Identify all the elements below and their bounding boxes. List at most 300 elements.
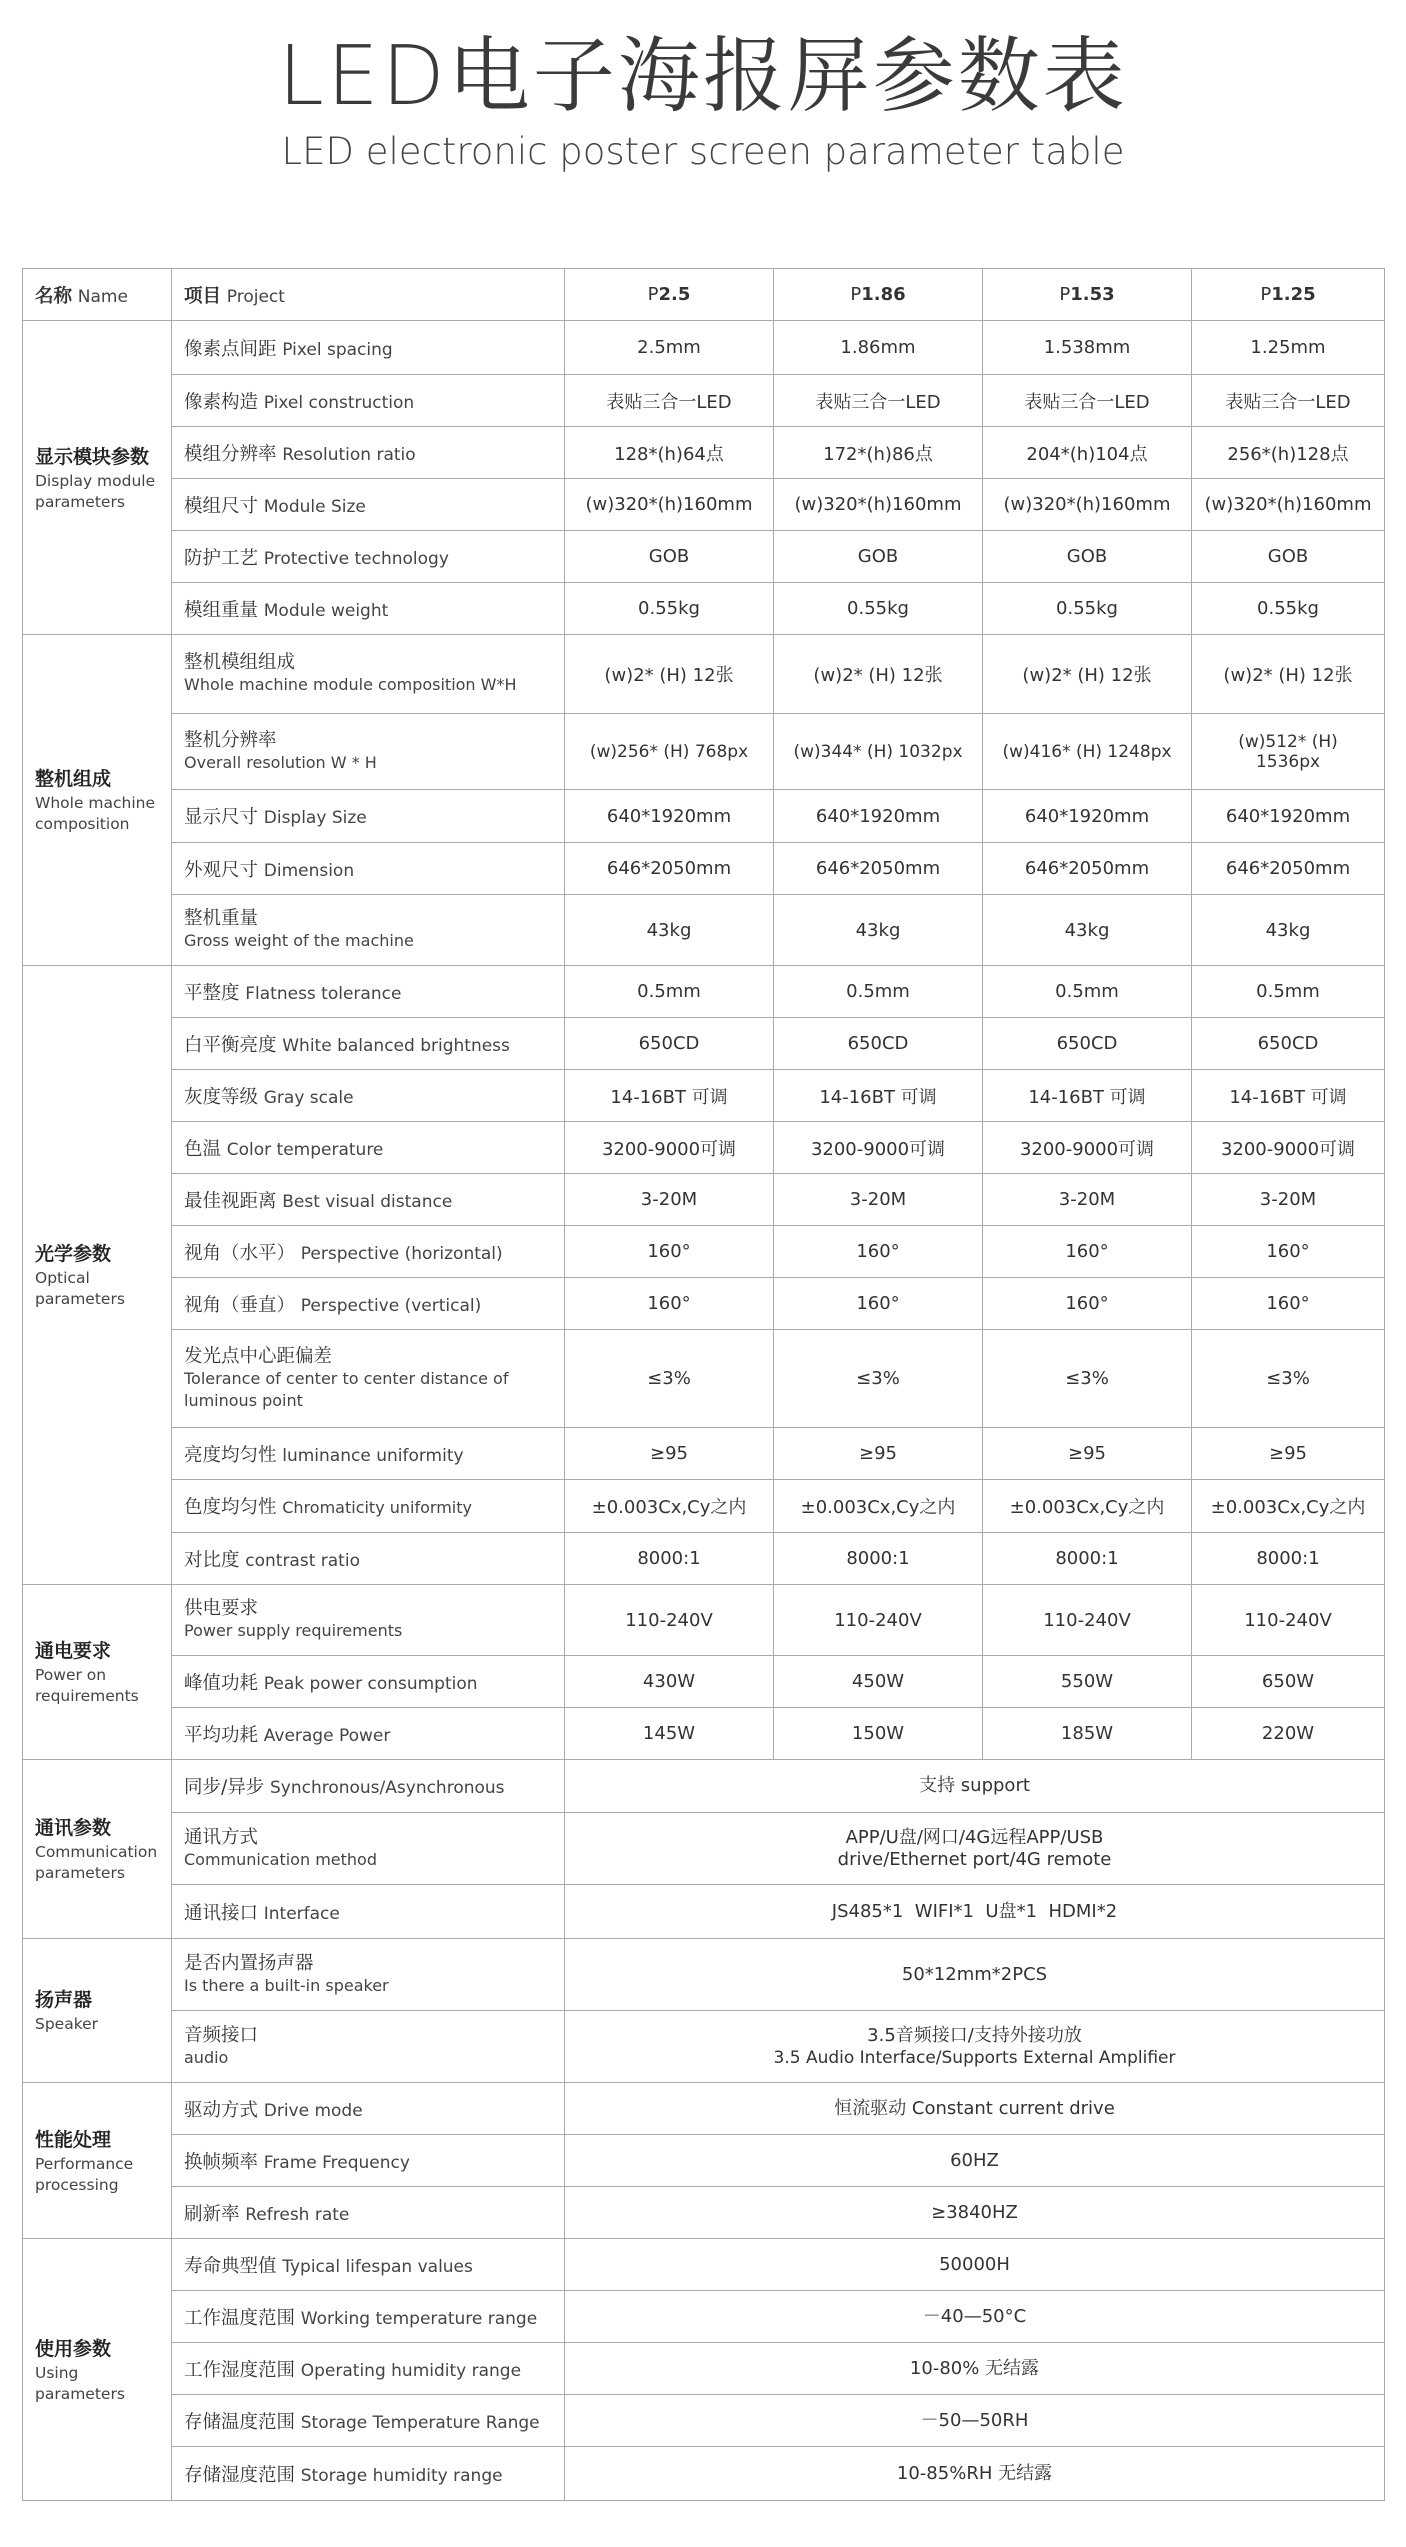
- value-cell: 640*1920mm: [983, 790, 1192, 843]
- table-row: [23, 2239, 1385, 2291]
- section-performance: [23, 2083, 172, 2239]
- model-prefix: P: [647, 284, 659, 305]
- label-zh: 通讯接口: [184, 1902, 259, 1924]
- value-cell: 14-16BT 可调: [983, 1070, 1192, 1122]
- value-cell: 3200-9000可调: [565, 1122, 774, 1174]
- row-label: [172, 966, 565, 1018]
- value-cell: 650CD: [774, 1018, 983, 1070]
- value-cell: 646*2050mm: [565, 843, 774, 895]
- value-cell: 150W: [774, 1708, 983, 1760]
- value-cell: GOB: [774, 531, 983, 583]
- merged-value: APP/U盘/网口/4G远程APP/USB: [845, 1826, 1104, 1848]
- merged-value-secondary: drive/Ethernet port/4G remote: [837, 1848, 1112, 1870]
- row-label: [172, 531, 565, 583]
- label-en: Perspective (horizontal): [300, 1243, 503, 1264]
- label-zh: 视角（水平）: [184, 1242, 296, 1264]
- value-cell: (w)2* (H) 12张: [1192, 635, 1385, 714]
- value-cell: (w)256* (H) 768px: [565, 714, 774, 790]
- label-zh: 外观尺寸: [184, 859, 259, 881]
- row-label: [172, 2395, 565, 2447]
- section-title-en: Whole machine composition: [35, 794, 156, 833]
- row-label: [172, 1226, 565, 1278]
- label-en: Operating humidity range: [300, 2360, 522, 2381]
- value-cell: 128*(h)64点: [565, 427, 774, 479]
- header-name-en: Name: [77, 286, 128, 307]
- value-cell: 0.5mm: [983, 966, 1192, 1018]
- value-cell: (w)344* (H) 1032px: [774, 714, 983, 790]
- label-zh: 整机重量: [184, 908, 259, 929]
- table-row: [23, 1760, 1385, 1813]
- row-label: [172, 1278, 565, 1330]
- value-cell: 110-240V: [774, 1585, 983, 1656]
- label-zh: 整机分辨率: [184, 729, 277, 751]
- section-optical: [23, 966, 172, 1585]
- label-en: Drive mode: [263, 2100, 363, 2121]
- table-row: [23, 2187, 1385, 2239]
- value-cell: 650W: [1192, 1656, 1385, 1708]
- table-row: [23, 1226, 1385, 1278]
- value-cell: 160°: [983, 1278, 1192, 1330]
- merged-value-cell: [565, 1939, 1385, 2011]
- section-title-zh: 整机组成: [35, 768, 112, 790]
- value-cell: 1.538mm: [983, 321, 1192, 375]
- table-row: [23, 531, 1385, 583]
- label-en: Storage humidity range: [300, 2465, 503, 2486]
- table-row: [23, 375, 1385, 427]
- merged-value-cell: [565, 1760, 1385, 1813]
- section-power: [23, 1585, 172, 1760]
- section-title-zh: 通讯参数: [35, 1817, 112, 1839]
- merged-value-cell: [565, 2011, 1385, 2083]
- merged-value-cell: [565, 2083, 1385, 2135]
- merged-value: 恒流驱动 Constant current drive: [834, 2097, 1115, 2119]
- section-title-en: Performance processing: [35, 2154, 134, 2194]
- row-label: [172, 1070, 565, 1122]
- row-label: [172, 1533, 565, 1585]
- value-cell: 646*2050mm: [774, 843, 983, 895]
- table-row: [23, 1428, 1385, 1480]
- label-zh: 灰度等级: [184, 1086, 259, 1108]
- merged-value-cell: [565, 2447, 1385, 2501]
- value-cell: 3-20M: [1192, 1174, 1385, 1226]
- value-cell: 0.55kg: [1192, 583, 1385, 635]
- value-cell: 0.55kg: [983, 583, 1192, 635]
- value-cell: ±0.003Cx,Cy之内: [983, 1480, 1192, 1533]
- row-label: [172, 843, 565, 895]
- label-en: Typical lifespan values: [282, 2256, 473, 2277]
- section-title-zh: 性能处理: [35, 2128, 112, 2151]
- row-label: [172, 1585, 565, 1656]
- merged-value: 50000H: [939, 2253, 1010, 2275]
- value-cell: 43kg: [983, 895, 1192, 966]
- value-cell: 160°: [774, 1278, 983, 1330]
- value-cell: 1.25mm: [1192, 321, 1385, 375]
- label-zh: 音频接口: [184, 2024, 259, 2046]
- table-row: [23, 1480, 1385, 1533]
- model-prefix: P: [850, 284, 862, 305]
- merged-value-cell: [565, 2291, 1385, 2343]
- label-en: Gross weight of the machine: [184, 931, 414, 950]
- label-zh: 刷新率: [184, 2203, 240, 2225]
- value-cell: 430W: [565, 1656, 774, 1708]
- row-label: [172, 427, 565, 479]
- value-cell: GOB: [1192, 531, 1385, 583]
- section-title-en: Power on requirements: [35, 1666, 139, 1705]
- value-cell: (w)2* (H) 12张: [565, 635, 774, 714]
- value-cell: 110-240V: [565, 1585, 774, 1656]
- row-label: [172, 790, 565, 843]
- value-cell: 650CD: [983, 1018, 1192, 1070]
- value-cell: 640*1920mm: [1192, 790, 1385, 843]
- value-cell: 646*2050mm: [1192, 843, 1385, 895]
- value-cell: 256*(h)128点: [1192, 427, 1385, 479]
- header-project-cell: [172, 269, 565, 321]
- label-en: Flatness tolerance: [245, 983, 402, 1004]
- row-label: [172, 1760, 565, 1813]
- value-cell: 220W: [1192, 1708, 1385, 1760]
- label-en: Gray scale: [263, 1087, 354, 1108]
- merged-value: 60HZ: [950, 2149, 999, 2171]
- label-zh: 整机模组组成: [184, 652, 296, 673]
- row-label: [172, 1174, 565, 1226]
- model-prefix: P: [1059, 284, 1071, 305]
- value-cell: 表贴三合一LED: [774, 375, 983, 427]
- label-zh: 存储湿度范围: [184, 2464, 296, 2486]
- value-cell: 0.55kg: [565, 583, 774, 635]
- value-cell: 145W: [565, 1708, 774, 1760]
- value-cell: 160°: [1192, 1226, 1385, 1278]
- label-en: Resolution ratio: [282, 444, 416, 465]
- value-cell: ≥95: [983, 1428, 1192, 1480]
- section-title-zh: 使用参数: [35, 2337, 112, 2360]
- table-row: [23, 1885, 1385, 1939]
- section-title-zh: 扬声器: [35, 1989, 93, 2011]
- label-zh: 色度均匀性: [184, 1497, 277, 1518]
- row-label: [172, 1656, 565, 1708]
- value-cell: (w)320*(h)160mm: [983, 479, 1192, 531]
- parameter-table: [22, 268, 1385, 2501]
- label-zh: 驱动方式: [184, 2099, 259, 2121]
- section-title-en: Optical parameters: [35, 1269, 125, 1308]
- value-cell: 2.5mm: [565, 321, 774, 375]
- table-row: [23, 635, 1385, 714]
- label-en: Frame Frequency: [263, 2152, 410, 2173]
- table-row: [23, 479, 1385, 531]
- label-zh: 白平衡亮度: [184, 1034, 277, 1056]
- value-cell: ≥95: [1192, 1428, 1385, 1480]
- section-title-en: Display module parameters: [35, 471, 156, 511]
- label-en: Module Size: [263, 496, 366, 517]
- label-en: Protective technology: [263, 548, 449, 569]
- section-display-module: [23, 321, 172, 635]
- row-label: [172, 714, 565, 790]
- label-en: Dimension: [263, 860, 355, 881]
- table-row: [23, 2343, 1385, 2395]
- model-number: 2.5: [658, 284, 691, 305]
- value-cell: 43kg: [565, 895, 774, 966]
- row-label: [172, 1939, 565, 2011]
- merged-value-cell: [565, 2239, 1385, 2291]
- table-row: [23, 1533, 1385, 1585]
- label-en: Module weight: [263, 600, 389, 621]
- label-en: Storage Temperature Range: [300, 2412, 540, 2433]
- merged-value: JS485*1 WIFI*1 U盘*1 HDMI*2: [831, 1900, 1118, 1922]
- row-label: [172, 2291, 565, 2343]
- table-row: [23, 966, 1385, 1018]
- merged-value: 10-80% 无结露: [909, 2357, 1040, 2379]
- merged-value: ≥3840HZ: [931, 2201, 1018, 2223]
- table-row: [23, 583, 1385, 635]
- value-cell: (w)416* (H) 1248px: [983, 714, 1192, 790]
- value-cell: 8000:1: [983, 1533, 1192, 1585]
- table-row: [23, 714, 1385, 790]
- value-cell: ≤3%: [983, 1330, 1192, 1428]
- table-row: [23, 895, 1385, 966]
- label-en: Display Size: [263, 808, 367, 828]
- value-cell: 43kg: [1192, 895, 1385, 966]
- label-zh: 工作湿度范围: [184, 2359, 296, 2381]
- row-label: [172, 479, 565, 531]
- merged-value-cell: [565, 1885, 1385, 1939]
- value-cell: 0.5mm: [774, 966, 983, 1018]
- label-zh: 通讯方式: [184, 1826, 259, 1848]
- value-cell: 8000:1: [565, 1533, 774, 1585]
- row-label: [172, 2343, 565, 2395]
- label-en: Power supply requirements: [184, 1621, 403, 1640]
- value-cell: (w)320*(h)160mm: [774, 479, 983, 531]
- value-cell: 14-16BT 可调: [774, 1070, 983, 1122]
- header-row: [23, 269, 1385, 321]
- section-communication: [23, 1760, 172, 1939]
- value-cell: 表贴三合一LED: [983, 375, 1192, 427]
- label-zh: 亮度均匀性: [184, 1444, 277, 1466]
- label-zh: 工作温度范围: [184, 2307, 296, 2329]
- value-cell: 110-240V: [983, 1585, 1192, 1656]
- label-zh: 视角（垂直）: [184, 1294, 296, 1316]
- value-cell: (w)2* (H) 12张: [774, 635, 983, 714]
- label-zh: 发光点中心距偏差: [184, 1345, 333, 1367]
- label-zh: 同步/异步: [184, 1777, 265, 1798]
- label-zh: 模组尺寸: [184, 495, 259, 517]
- label-en: Best visual distance: [282, 1191, 453, 1212]
- label-zh: 寿命典型值: [184, 2255, 277, 2277]
- table-row: [23, 2291, 1385, 2343]
- label-zh: 是否内置扬声器: [184, 1952, 314, 1974]
- table-row: [23, 321, 1385, 375]
- table-row: [23, 790, 1385, 843]
- value-cell: (w)320*(h)160mm: [1192, 479, 1385, 531]
- value-cell: 646*2050mm: [983, 843, 1192, 895]
- row-label: [172, 583, 565, 635]
- label-zh: 对比度: [184, 1549, 240, 1571]
- row-label: [172, 1428, 565, 1480]
- value-cell: (w)2* (H) 12张: [983, 635, 1192, 714]
- value-cell: 160°: [983, 1226, 1192, 1278]
- value-cell: 650CD: [565, 1018, 774, 1070]
- label-zh: 平整度: [184, 982, 240, 1004]
- section-title-zh: 光学参数: [35, 1243, 112, 1265]
- value-cell: 160°: [1192, 1278, 1385, 1330]
- value-cell: ±0.003Cx,Cy之内: [565, 1480, 774, 1533]
- value-cell: 3-20M: [565, 1174, 774, 1226]
- header-project-en: Project: [226, 286, 285, 307]
- label-zh: 像素点间距: [184, 338, 277, 360]
- value-cell: ≤3%: [565, 1330, 774, 1428]
- section-title-zh: 通电要求: [35, 1640, 112, 1662]
- table-row: [23, 427, 1385, 479]
- row-label: [172, 1018, 565, 1070]
- merged-value-cell: [565, 2395, 1385, 2447]
- table-row: [23, 1585, 1385, 1656]
- row-label: [172, 2447, 565, 2501]
- value-cell: ≤3%: [1192, 1330, 1385, 1428]
- value-cell: 650CD: [1192, 1018, 1385, 1070]
- table-row: [23, 2135, 1385, 2187]
- value-cell: 3200-9000可调: [774, 1122, 983, 1174]
- page-title: LED电子海报屏参数表: [278, 29, 1128, 124]
- value-cell: ±0.003Cx,Cy之内: [1192, 1480, 1385, 1533]
- label-en: audio: [184, 2047, 229, 2067]
- label-en: Synchronous/Asynchronous: [269, 1778, 505, 1798]
- value-cell: 0.55kg: [774, 583, 983, 635]
- section-title-en: Using parameters: [35, 2363, 125, 2403]
- value-cell: 450W: [774, 1656, 983, 1708]
- table-row: [23, 843, 1385, 895]
- merged-value: 支持 support: [919, 1775, 1030, 1796]
- row-label: [172, 1885, 565, 1939]
- value-cell: 640*1920mm: [774, 790, 983, 843]
- label-zh: 峰值功耗: [184, 1672, 259, 1694]
- table-row: [23, 1122, 1385, 1174]
- table-row: [23, 2447, 1385, 2501]
- header-model-p2-5: [565, 269, 774, 321]
- label-en: Tolerance of center to center distance of luminous point: [184, 1368, 509, 1410]
- label-zh: 换帧频率: [184, 2151, 259, 2173]
- merged-value: 3.5音频接口/支持外接功放: [867, 2024, 1082, 2046]
- label-zh: 平均功耗: [184, 1724, 259, 1746]
- value-cell: 表贴三合一LED: [565, 375, 774, 427]
- label-en: Pixel spacing: [282, 339, 393, 360]
- label-en: Whole machine module composition W*H: [184, 675, 517, 694]
- row-label: [172, 2135, 565, 2187]
- section-title-zh: 显示模块参数: [35, 445, 150, 468]
- row-label: [172, 321, 565, 375]
- value-cell: 3200-9000可调: [983, 1122, 1192, 1174]
- label-en: Communication method: [184, 1849, 377, 1869]
- table-row: [23, 1656, 1385, 1708]
- merged-value: －40—50°C: [922, 2305, 1027, 2327]
- value-cell: ±0.003Cx,Cy之内: [774, 1480, 983, 1533]
- label-en: Is there a built-in speaker: [184, 1975, 389, 1995]
- row-label: [172, 375, 565, 427]
- row-label: [172, 1480, 565, 1533]
- value-cell: 110-240V: [1192, 1585, 1385, 1656]
- value-cell: 8000:1: [774, 1533, 983, 1585]
- merged-value: 10-85%RH 无结露: [896, 2462, 1053, 2484]
- table-row: [23, 2395, 1385, 2447]
- label-en: White balanced brightness: [282, 1035, 510, 1056]
- label-en: Peak power consumption: [263, 1673, 478, 1694]
- merged-value: 50*12mm*2PCS: [901, 1963, 1048, 1985]
- table-row: [23, 1174, 1385, 1226]
- header-name-zh: 名称: [35, 285, 73, 307]
- value-cell: 表贴三合一LED: [1192, 375, 1385, 427]
- value-cell: 160°: [774, 1226, 983, 1278]
- row-label: [172, 2083, 565, 2135]
- row-label: [172, 1330, 565, 1428]
- label-en: contrast ratio: [245, 1550, 360, 1571]
- header-name-cell: [23, 269, 172, 321]
- label-zh: 色温: [184, 1138, 222, 1160]
- merged-value-cell: [565, 2187, 1385, 2239]
- table-row: [23, 1018, 1385, 1070]
- label-zh: 模组分辨率: [184, 443, 277, 465]
- label-zh: 像素构造: [184, 391, 259, 413]
- label-en: Refresh rate: [245, 2204, 350, 2225]
- header-project-zh: 项目: [184, 285, 222, 307]
- value-cell: 172*(h)86点: [774, 427, 983, 479]
- section-using: [23, 2239, 172, 2501]
- merged-value-cell: [565, 2135, 1385, 2187]
- row-label: [172, 1122, 565, 1174]
- value-cell: 8000:1: [1192, 1533, 1385, 1585]
- value-cell: 1.86mm: [774, 321, 983, 375]
- table-row: [23, 1708, 1385, 1760]
- label-zh: 防护工艺: [184, 547, 259, 569]
- value-cell: ≤3%: [774, 1330, 983, 1428]
- row-label: [172, 2011, 565, 2083]
- row-label: [172, 635, 565, 714]
- value-cell: ≥95: [774, 1428, 983, 1480]
- table-row: [23, 1813, 1385, 1885]
- value-cell: (w)512* (H) 1536px: [1192, 714, 1385, 790]
- header-model-p1-53: [983, 269, 1192, 321]
- value-cell: 160°: [565, 1226, 774, 1278]
- value-cell: 0.5mm: [1192, 966, 1385, 1018]
- row-label: [172, 2239, 565, 2291]
- section-title-en: Speaker: [35, 2015, 99, 2033]
- value-cell: 185W: [983, 1708, 1192, 1760]
- model-number: 1.25: [1271, 284, 1316, 305]
- page-subtitle: LED electronic poster screen parameter table: [281, 130, 1125, 173]
- label-zh: 模组重量: [184, 599, 259, 621]
- section-speaker: [23, 1939, 172, 2083]
- table-row: [23, 1070, 1385, 1122]
- value-cell: GOB: [565, 531, 774, 583]
- value-cell: 14-16BT 可调: [565, 1070, 774, 1122]
- value-cell: 640*1920mm: [565, 790, 774, 843]
- value-cell: 3200-9000可调: [1192, 1122, 1385, 1174]
- label-en: Pixel construction: [263, 392, 415, 413]
- label-en: Perspective (vertical): [300, 1295, 482, 1316]
- value-cell: 550W: [983, 1656, 1192, 1708]
- merged-value: －50—50RH: [920, 2409, 1029, 2431]
- label-zh: 存储温度范围: [184, 2411, 296, 2433]
- value-cell: 43kg: [774, 895, 983, 966]
- label-en: Overall resolution W * H: [184, 752, 377, 772]
- value-cell: (w)320*(h)160mm: [565, 479, 774, 531]
- value-cell: ≥95: [565, 1428, 774, 1480]
- label-zh: 供电要求: [184, 1598, 259, 1619]
- model-number: 1.86: [861, 284, 906, 305]
- merged-value-cell: [565, 2343, 1385, 2395]
- table-row: [23, 1330, 1385, 1428]
- label-en: luminance uniformity: [282, 1445, 464, 1466]
- merged-value-secondary: 3.5 Audio Interface/Supports External Amplifier: [773, 2047, 1176, 2068]
- table-row: [23, 1939, 1385, 2011]
- value-cell: GOB: [983, 531, 1192, 583]
- header-model-p1-86: [774, 269, 983, 321]
